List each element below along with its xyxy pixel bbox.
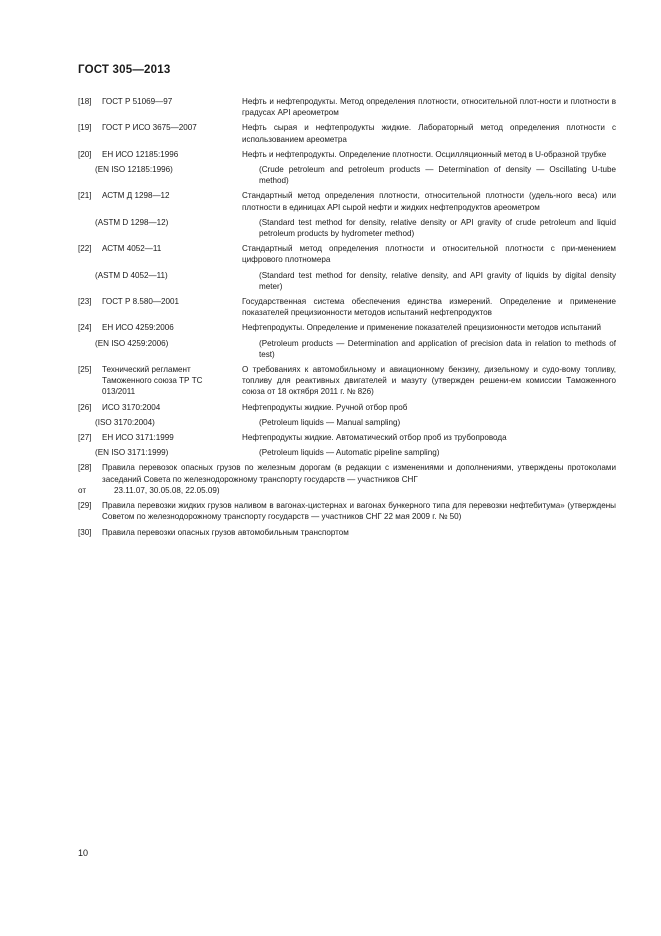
ref-number: [18] <box>78 97 92 106</box>
ref-number: [20] <box>78 149 92 159</box>
ref-code: ГОСТ Р 8.580—2001 <box>102 297 179 307</box>
ref-title: (Standard test method for density, relative density or API gravity of crude petroleum and liquid petroleum products by hydrometer method) <box>259 217 616 239</box>
ref-entry-original <box>78 164 616 186</box>
ref-number: [22] <box>78 244 92 254</box>
ref-entry <box>78 296 616 318</box>
ref-number: [26] <box>78 402 92 412</box>
ref-entry-original <box>78 217 616 239</box>
ref-entry <box>78 322 616 333</box>
ref-entry-original <box>78 270 616 292</box>
ref-number: [30] <box>78 527 92 537</box>
rule-entry <box>78 500 616 522</box>
ref-title: Нефть сырая и нефтепродукты жидкие. Лабораторный метод определения плотности с использованием ареометра <box>242 123 616 144</box>
rule-entry <box>78 462 616 496</box>
ref-title: Нефтепродукты жидкие. Автоматический отбор проб из трубопровода <box>242 433 507 443</box>
ref-number: [19] <box>78 123 92 133</box>
ref-entry-original <box>78 417 616 428</box>
rule-entry <box>78 527 616 538</box>
ref-title: Нефть и нефтепродукты. Определение плотности. Осцилляционный метод в U-образной трубке <box>242 149 607 159</box>
rule-cont-text: 23.11.07, 30.05.08, 22.05.09) <box>114 485 220 495</box>
ref-entry <box>78 149 616 160</box>
ref-title: (Petroleum products — Determination and application of precision data in relation to methods of test) <box>259 338 616 359</box>
ref-code: АСТМ Д 1298—12 <box>102 191 170 201</box>
ref-code: ГОСТ Р 51069—97 <box>102 97 173 106</box>
ref-title: (Petroleum liquids — Automatic pipeline sampling) <box>259 448 440 458</box>
ref-title: Нефтепродукты жидкие. Ручной отбор проб <box>242 402 408 412</box>
ref-code: АСТМ 4052—11 <box>102 244 162 254</box>
ref-code: ЕН ИСО 12185:1996 <box>102 149 179 159</box>
ref-code: (ISO 3170:2004) <box>95 417 155 427</box>
ref-code: ЕН ИСО 3171:1999 <box>102 433 174 443</box>
ref-title: О требованиях к автомобильному и авиационному бензину, дизельному и судо-вому топливу, топливу для реактивных двигателей и мазуту (утвержден решени-ем комиссии Таможенного союза от 18 октября 2011 г. № 826) <box>242 365 616 397</box>
ref-number: [21] <box>78 191 92 201</box>
ref-entry <box>78 402 616 413</box>
rule-prefix: от <box>78 485 87 495</box>
ref-code: (EN ISO 3171:1999) <box>95 448 169 458</box>
bibliography <box>78 96 616 542</box>
ref-entry <box>78 432 616 443</box>
ref-entry <box>78 96 616 118</box>
ref-code: (ASTM D 1298—12) <box>95 217 169 227</box>
ref-entry <box>78 122 616 144</box>
ref-entry-original <box>78 447 616 458</box>
ref-entry <box>78 364 616 398</box>
rule-continuation <box>78 485 616 496</box>
ref-title: Стандартный метод определения плотности и относительной плотности с при-менением цифрового плотномера <box>242 244 616 265</box>
ref-entry-original <box>78 338 616 360</box>
ref-number: [25] <box>78 365 92 375</box>
ref-code: (EN ISO 12185:1996) <box>95 165 173 175</box>
document-header: ГОСТ 305—2013 <box>78 64 171 76</box>
ref-code: ЕН ИСО 4259:2006 <box>102 323 174 333</box>
ref-title: Нефтепродукты. Определение и применение показателей прецизионности методов испытаний <box>242 323 601 333</box>
ref-code: (EN ISO 4259:2006) <box>95 338 169 348</box>
rule-text: Правила перевозки опасных грузов автомобильным транспортом <box>102 527 349 537</box>
ref-title: (Crude petroleum and petroleum products — Determination of density — Oscillating U-tube method) <box>259 165 616 186</box>
ref-code: (ASTM D 4052—11) <box>95 270 168 280</box>
ref-title: (Standard test method for density, relative density, and API gravity of liquids by digital density meter) <box>259 270 616 291</box>
ref-title: Нефть и нефтепродукты. Метод определения плотности, относительной плот-ности и плотности в градусах API ареометром <box>242 97 616 118</box>
ref-code: Технический регламент Таможенного союза ТР ТС 013/2011 <box>102 365 203 397</box>
rule-text: Правила перевозки жидких грузов наливом в вагонах-цистернах и вагонах бункерного типа для перевозки нефтебитума» (утверждены Советом по железнодорожному транспорту государств — участников СНГ 22 мая 2009 г. № 50) <box>102 501 616 522</box>
ref-entry <box>78 190 616 212</box>
ref-number: [28] <box>78 463 92 473</box>
ref-number: [24] <box>78 323 92 333</box>
ref-code: ГОСТ Р ИСО 3675—2007 <box>102 123 197 133</box>
rule-text: Правила перевозок опасных грузов по железным дорогам (в редакции с изменениями и дополнениями, утверждены протоколами заседаний Совета по железнодорожному транспорту государств — участников СНГ <box>102 463 616 484</box>
ref-title: Стандартный метод определения плотности, относительной плотности (удель-ного веса) или плотности в единицах API сырой нефти и жидких нефтепродуктов ареометром <box>242 191 616 212</box>
ref-number: [27] <box>78 433 92 443</box>
ref-title: (Petroleum liquids — Manual sampling) <box>259 417 401 427</box>
ref-title: Государственная система обеспечения единства измерений. Определение и применение показателей прецизионности методов испытаний нефтепродуктов <box>242 297 616 318</box>
ref-number: [29] <box>78 501 92 511</box>
ref-number: [23] <box>78 297 92 307</box>
ref-code: ИСО 3170:2004 <box>102 402 161 412</box>
ref-entry <box>78 243 616 265</box>
page-number: 10 <box>78 848 89 858</box>
